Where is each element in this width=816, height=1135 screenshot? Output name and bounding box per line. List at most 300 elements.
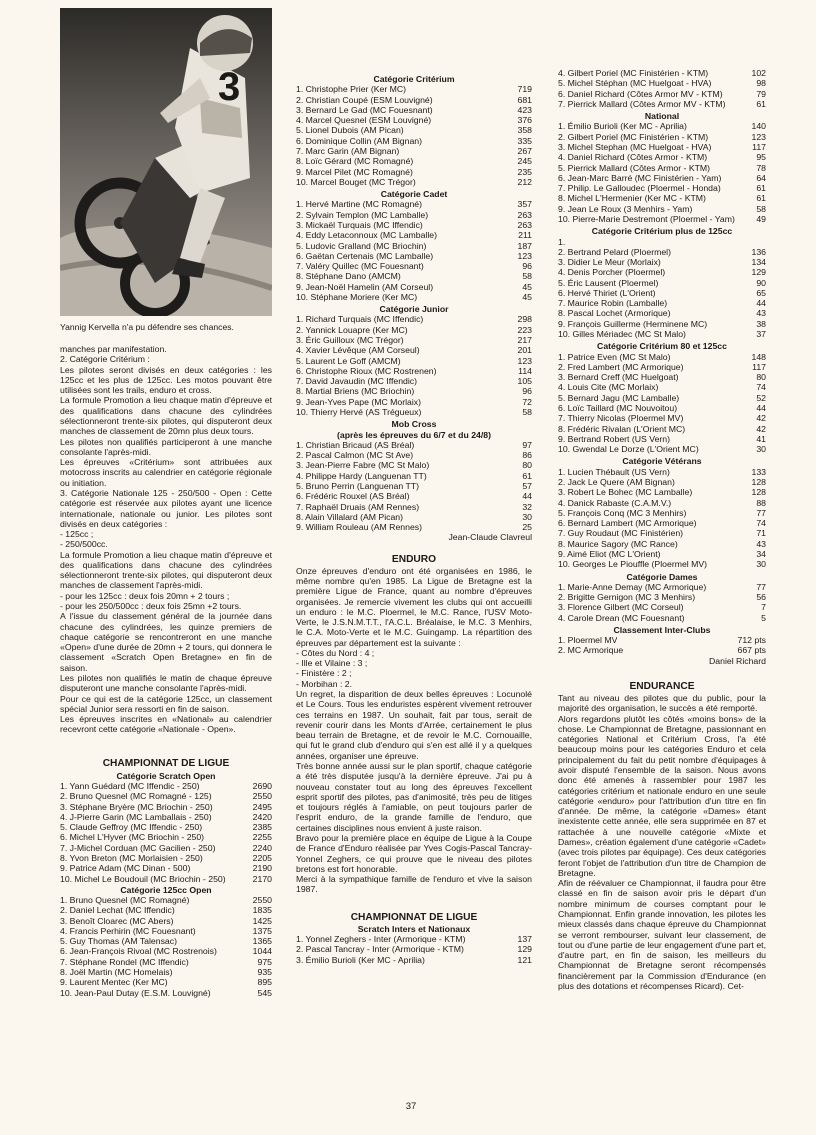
result-points: 5 [761,612,766,623]
result-points: 49 [756,213,766,224]
result-row [558,237,766,247]
result-name: 5. Guy Thomas (AM Talensac) [60,936,178,947]
result-row [558,444,766,454]
result-points: 712 pts [737,635,766,646]
body-paragraph: - Ille et Vilaine : 3 ; [296,658,368,669]
body-paragraph: Bravo pour la première place en équipe de Ligue à la Coupe de France d'Enduro réalisée par Yves Cogis-Pascal Tancray-Yonnel Zeghers, ce qui prouve que le niveau des pilotes bretons est fort honorable. [296,832,532,874]
result-points: 235 [517,166,532,177]
result-points: 358 [517,125,532,136]
result-points: 136 [751,246,766,257]
result-row [60,863,272,873]
result-name: 3. Robert Le Bohec (MC Lamballe) [558,487,693,498]
result-name: 5. Lionel Dubois (AM Pican) [296,125,404,136]
result-name: 10. Marcel Bouget (MC Trégor) [296,176,416,187]
result-name: 1. Yonnel Zeghers - Inter (Armorique - KTM) [296,933,466,944]
result-row [296,440,532,450]
result-name: 3. Benoît Cloarec (MC Abers) [60,915,174,926]
section-title: Classement Inter-Clubs [613,624,711,635]
result-name: 9. Marcel Pilet (MC Romagné) [296,166,413,177]
result-name: 10. Michel Le Boudouil (MC Briochin - 250) [60,873,226,884]
result-points: 1375 [252,925,272,936]
result-points: 2240 [252,842,272,853]
result-row [296,345,532,355]
result-name: 1. Richard Turquais (MC Iffendic) [296,314,424,325]
result-name: 9. Patrice Adam (MC Dinan - 500) [60,863,191,874]
result-name: 4. Philippe Hardy (Languenan TT) [296,470,427,481]
result-name: 1. [558,236,566,247]
result-name: 1. Hervé Martine (MC Romagné) [296,199,423,210]
result-row [296,955,532,965]
result-points: 133 [751,466,766,477]
section-title: Catégorie Cadet [380,189,448,200]
section-title: Catégorie Vétérans [622,456,702,467]
result-row [558,372,766,382]
result-points: 2550 [252,895,272,906]
result-row [296,481,532,491]
result-name: 3. Éric Guilloux (MC Trégor) [296,335,404,346]
result-name: 8. Joël Martin (MC Homelais) [60,967,173,978]
result-row [558,528,766,538]
body-paragraph: - pour les 125cc : deux fois 20mn + 2 tours ; [60,590,230,601]
result-name: 2. Bertrand Pelard (Ploermel) [558,246,671,257]
result-row [558,214,766,224]
result-row [558,89,766,99]
result-name: 5. Bernard Jagu (MC Lamballe) [558,392,680,403]
result-name: 6. Dominique Collin (AM Bignan) [296,135,423,146]
result-name: 2. Gilbert Poriel (MC Finistérien - KTM) [558,131,709,142]
result-points: 376 [517,115,532,126]
body-paragraph: La formule Promotion a lieu chaque matin d'épreuve et des qualifications dans chacune des cylindrées sélectionneront trente-six pilotes, qui disputeront deux manches de classement l'après-midi. [60,549,272,591]
result-points: 102 [751,68,766,78]
result-name: 3. Émilio Burioli (Ker MC - Aprilia) [296,954,425,965]
result-row [558,477,766,487]
result-row [60,916,272,926]
result-points: 58 [522,271,532,282]
photo-caption: Yannig Kervella n'a pu défendre ses chances. [60,322,234,332]
result-name: 5. Laurent Le Goff (AMCM) [296,355,401,366]
body-paragraph: Les épreuves «Critérium» sont attribuées aux motocross inscrits au calendrier en catégorie régionale ou initiation. [60,457,272,488]
result-points: 121 [517,954,532,965]
result-name: 4. Gilbert Poriel (MC Finistérien - KTM) [558,68,709,78]
result-name: 2. MC Armorique [558,645,624,656]
result-row [296,944,532,954]
result-points: 123 [751,131,766,142]
result-name: 2. Brigitte Gernigon (MC 3 Menhirs) [558,592,696,603]
result-points: 37 [756,329,766,340]
result-name: 7. Pierrick Mallard (Côtes Armor MV - KTM) [558,98,726,109]
result-name: 5. François Conq (MC 3 Menhirs) [558,507,687,518]
result-points: 223 [517,324,532,335]
result-row [296,156,532,166]
result-row [60,936,272,946]
result-points: 7 [761,602,766,613]
result-row [60,822,272,832]
result-name: 4. J-Pierre Garin (MC Lamballais - 250) [60,811,212,822]
result-row [558,434,766,444]
result-name: 9. Jean-Noël Hamelin (AM Corseul) [296,281,434,292]
result-row [60,802,272,812]
result-points: 80 [522,460,532,471]
result-name: 1. Yann Guédard (MC Iffendic - 250) [60,780,200,791]
result-points: 2170 [252,873,272,884]
result-row [296,386,532,396]
body-paragraph: - Finistère : 2 ; [296,668,352,679]
result-row [558,247,766,257]
result-name: 6. Loïc Taillard (MC Nouvoitou) [558,403,678,413]
championnat-heading: CHAMPIONNAT DE LIGUE [350,911,478,923]
result-row [558,393,766,403]
body-paragraph: Un regret, la disparition de deux belles épreuves : Locunolé et Le Cours. Tous les enduristes espèrent vivement retrouver ces terrains en 1987. Un souhait, fait par tous, serait de revenir courir dans les Monts d'Arrée, certainement le plus beau terrain de Bretagne, et de revoir le M.C. Cornouaille, qui fut le grand club d'enduro qui s'en est allé il y a quelques années, organiser une épreuve. [296,689,532,761]
result-row [296,115,532,125]
result-name: 9. Aimé Eliot (MC L'Orient) [558,548,661,559]
body-paragraph: Tant au niveau des pilotes que du public, pour la majorité des organisation, le succès a été remporté. [558,693,766,714]
result-points: 211 [518,230,532,241]
result-name: 2. Pascal Calmon (MC St Ave) [296,450,414,461]
section-subtitle: Scratch Inters et Nationaux [357,923,471,934]
result-points: 935 [257,967,272,978]
result-name: 5. Bruno Perrin (Languenan TT) [296,480,419,491]
result-points: 58 [756,203,766,214]
result-points: 79 [756,88,766,99]
result-row [60,905,272,915]
results-right [558,68,766,991]
result-points: 96 [522,261,532,272]
result-row [558,278,766,288]
result-name: 9. Jean-Yves Pape (MC Morlaix) [296,396,422,407]
result-row [558,78,766,88]
page-number: 37 [405,1101,417,1112]
result-name: 4. Louis Cite (MC Morlaix) [558,382,659,393]
result-points: 975 [257,956,272,967]
motocross-photo [60,8,272,316]
result-row [558,173,766,183]
result-name: 7. Raphaël Druais (AM Rennes) [296,501,420,512]
result-points: 64 [756,172,766,183]
result-points: 263 [517,219,532,230]
result-points: 2550 [252,791,272,802]
result-row [60,874,272,884]
result-points: 667 pts [737,645,766,656]
result-points: 2690 [252,780,272,791]
result-points: 96 [522,386,532,397]
result-row [296,230,532,240]
result-name: 3. Didier Le Meur (Morlaix) [558,257,661,268]
section-title: Catégorie Scratch Open [116,770,216,781]
result-name: 4. Daniel Richard (Côtes Armor - KTM) [558,152,708,163]
result-name: 10. Gwendal Le Dorze (L'Orient MC) [558,444,699,455]
result-name: 2. Pascal Tancray - Inter (Armorique - KTM) [296,944,464,955]
body-paragraph: Pour ce qui est de la catégorie 125cc, un classement spécial Junior sera ressorti en fin de saison. [60,693,272,714]
result-name: 8. Maurice Sagory (MC Rance) [558,538,678,549]
result-name: 10. Thierry Hervé (AS Trégueux) [296,407,422,417]
result-points: 72 [522,396,532,407]
result-points: 1365 [252,936,272,947]
result-row [296,241,532,251]
section-title: Catégorie 125cc Open [120,884,212,895]
result-row [558,99,766,109]
result-points: 57 [522,480,532,491]
result-row [558,382,766,392]
result-points: 52 [756,392,766,403]
column-middle [296,0,532,1135]
result-row [296,407,532,417]
result-row [60,843,272,853]
result-name: 7. Philip. Le Galloudec (Ploermel - Honda) [558,183,721,194]
body-paragraph: - 250/500cc. [60,539,108,550]
result-name: 1. Christophe Prier (Ker MC) [296,84,407,95]
result-name: 8. Yvon Breton (MC Morlaisien - 250) [60,852,203,863]
result-row [558,467,766,477]
result-row [60,812,272,822]
result-points: 267 [517,145,532,156]
result-points: 56 [756,592,766,603]
result-points: 140 [751,121,766,132]
result-row [60,967,272,977]
result-points: 90 [756,277,766,288]
result-name: 1. Émilio Burioli (Ker MC - Aprilia) [558,121,687,132]
result-name: 7. Valéry Quillec (MC Fouesnant) [296,261,424,272]
author-signature: Daniel Richard [709,655,766,666]
result-name: 9. Laurent Mentec (Ker MC) [60,977,168,988]
result-row [558,518,766,528]
result-points: 61 [756,98,766,109]
jersey-number: 3 [218,65,241,109]
result-row [296,282,532,292]
section-title: Catégorie Critérium 80 et 125cc [597,341,727,352]
result-points: 1425 [252,915,272,926]
result-name: 8. Alain Villalard (AM Pican) [296,511,404,522]
result-row [60,832,272,842]
result-name: 8. Pascal Lochet (Armorique) [558,308,671,319]
result-name: 10. Georges Le Piouffle (Ploermel MV) [558,559,708,570]
result-row [60,988,272,998]
result-row [60,946,272,956]
result-points: 32 [522,501,532,512]
result-name: 10. Stéphane Moriere (Ker MC) [296,291,418,302]
result-points: 78 [756,162,766,173]
result-row [60,781,272,791]
result-points: 117 [752,361,766,372]
body-paragraph: - pour les 250/500cc : deux fois 25mn +2 tours. [60,601,242,612]
result-points: 357 [517,199,532,210]
result-points: 2385 [252,822,272,833]
result-row [296,397,532,407]
result-row [296,512,532,522]
result-row [558,319,766,329]
result-points: 42 [756,423,766,434]
result-row [296,325,532,335]
result-points: 38 [756,318,766,329]
result-row [60,853,272,863]
body-paragraph: - 125cc ; [60,529,94,540]
body-paragraph: A l'issue du classement général de la journée dans chacune des cylindrées, les quinze premiers de chaque catégorie se rencontreront en une manche «Open» d'une durée de 20mn + 2 tours, qui donnera le classement «Scratch Open Bretagne» en fin de saison. [60,611,272,673]
result-points: 129 [751,267,766,278]
result-points: 2190 [252,863,272,874]
result-points: 114 [518,365,532,376]
body-paragraph: Les épreuves inscrites en «National» au calendrier recevront cette catégorie «Nationale - Open». [60,714,272,735]
result-name: 9. Jean Le Roux (3 Menhirs - Yam) [558,203,693,214]
body-paragraph: - Côtes du Nord : 4 ; [296,647,375,658]
result-name: 6. Christophe Rioux (MC Rostrenen) [296,365,437,376]
result-name: 9. François Guillerme (Herminene MC) [558,318,708,329]
result-row [558,121,766,131]
result-row [558,329,766,339]
result-name: 3. Florence Gilbert (MC Corseul) [558,602,684,613]
result-row [60,957,272,967]
result-name: 3. Jean-Pierre Fabre (MC St Malo) [296,460,430,471]
endurance-heading: ENDURANCE [629,681,695,693]
result-name: 6. Frédéric Rouxel (AS Bréal) [296,491,410,502]
body-paragraph: Très bonne année aussi sur le plan sportif, chaque catégorie a été très disputée jusqu'à la dernière épreuve. J'ai pu à nouveau constater tout au long des épreuves l'excellent esprit sportif des pilotes, pas d'animosité, très peu de litiges et toujours réglés à l'amiable, on peut toujours parler de l'esprit enduro, de la grande famille de l'enduro, que certaines disciplines nous envient à juste raison. [296,761,532,833]
result-name: 9. Bertrand Robert (US Vern) [558,433,671,444]
result-points: 44 [756,403,766,413]
result-row [558,308,766,318]
result-name: 3. Michel Stephan (MC Huelgoat - HVA) [558,141,712,152]
result-points: 41 [756,433,766,444]
result-points: 128 [751,476,766,487]
results-middle [296,72,532,965]
result-row [296,934,532,944]
result-row [296,210,532,220]
result-points: 45 [522,281,532,292]
result-name: 6. Hervé Thiriet (L'Orient) [558,287,656,298]
result-row [558,645,766,655]
body-paragraph: 3. Catégorie Nationale 125 - 250/500 - Open : Cette catégorie est réservée aux pilotes ayant une licence internationale, nationale ou junior. Les pilotes sont divisés en deux catégories : [60,487,272,529]
result-points: 34 [756,548,766,559]
result-points: 1044 [252,946,272,957]
result-points: 2255 [252,832,272,843]
result-name: 1. Bruno Quesnel (MC Romagné) [60,895,190,906]
result-row [60,791,272,801]
result-points: 423 [517,104,532,115]
result-name: 3. Bernard Le Gad (MC Fouesnant) [296,104,433,115]
rider-photo-illustration [60,8,272,316]
result-row [558,204,766,214]
body-paragraph: Les pilotes seront divisés en deux catégories : les 125cc et les plus de 125cc. Les motos pouvant être utilisées sont les trails, enduro et cross. [60,364,272,396]
result-name: 7. Guy Roudaut (MC Finistérien) [558,528,684,539]
result-row [558,193,766,203]
result-name: 4. Carole Drean (MC Fouesnant) [558,612,685,623]
result-points: 71 [756,528,766,539]
result-row [558,602,766,612]
result-row [558,142,766,152]
result-row [558,68,766,78]
result-row [60,926,272,936]
result-points: 30 [756,444,766,455]
result-name: 7. Stéphane Rondel (MC Iffendic) [60,956,189,967]
result-points: 129 [517,944,532,955]
result-row [558,288,766,298]
result-row [558,613,766,623]
result-points: 117 [752,141,766,152]
result-points: 65 [756,287,766,298]
result-row [558,257,766,267]
result-name: 7. David Javaudin (MC Iffendic) [296,376,418,387]
result-points: 298 [517,314,532,325]
result-row [558,413,766,423]
result-points: 98 [756,78,766,89]
column-left [60,0,272,1135]
result-points: 2420 [252,811,272,822]
author-signature: Jean-Claude Clavreul [448,532,532,543]
result-name: 7. Maurice Robin (Lamballe) [558,298,668,309]
result-name: 6. Jean-Marc Barré (MC Finistérien - Yam) [558,172,722,183]
result-name: 8. Stéphane Dano (AMCM) [296,271,401,282]
result-name: 4. Xavier Lévêque (AM Corseul) [296,345,420,356]
result-name: 1. Patrice Even (MC St Malo) [558,351,671,362]
result-row [558,635,766,645]
result-row [296,450,532,460]
result-row [296,314,532,324]
result-name: 4. Danick Rabaste (C.A.M.V.) [558,497,672,508]
result-points: 44 [756,298,766,309]
result-row [296,199,532,209]
result-points: 123 [517,250,532,261]
result-row [558,267,766,277]
column-right [558,0,766,1135]
result-points: 61 [756,183,766,194]
result-points: 88 [756,497,766,508]
result-points: 30 [756,559,766,570]
result-points: 80 [756,372,766,383]
result-name: 8. Loïc Gérard (MC Romagné) [296,156,414,167]
result-row [296,502,532,512]
result-points: 245 [517,156,532,167]
result-points: 44 [522,491,532,502]
result-name: 7. Thierry Nicolas (Ploermel MV) [558,413,684,424]
result-row [296,292,532,302]
result-points: 2205 [252,852,272,863]
result-points: 61 [522,470,532,481]
result-points: 45 [522,291,532,302]
result-points: 105 [517,376,532,387]
body-paragraph: Afin de réévaluer ce Championnat, il faudra pour être classé en fin de saison avoir pris le départ d'un nombre minimum de courses comptant pour le Championnat. Enfin grande innovation, les pilotes les mieux classés dans chaque épreuve du Championnat se verront rembourser, suivant leur classement, de tout ou d'une partie de leur engagement d'une part et, d'autre part, en fin de saison, les meilleurs du Championnat de Bretagne seront récompensés financièrement par la Commission d'Endurance (en plus des dotations et récompenses Ricard). Cet- [558,878,766,991]
result-name: 2. Daniel Lechat (MC Iffendic) [60,905,175,916]
section-title: Mob Cross [391,419,437,430]
result-points: 201 [517,345,532,356]
result-row [296,220,532,230]
result-name: 6. Michel L'Hyver (MC Briochin - 250) [60,832,205,843]
result-row [296,105,532,115]
result-name: 3. Bernard Creff (MC Huelgoat) [558,372,679,383]
result-name: 5. Michel Stéphan (MC Huelgoat - HVA) [558,78,712,89]
result-name: 4. Francis Perhirin (MC Fouesnant) [60,925,196,936]
result-points: 1835 [252,905,272,916]
result-name: 4. Eddy Letaconnoux (MC Lamballe) [296,230,438,241]
result-name: 2. Sylvain Templon (MC Lamballe) [296,209,429,220]
result-row [558,424,766,434]
result-points: 128 [751,487,766,498]
section-subtitle: (après les épreuves du 6/7 et du 24/8) [336,429,492,440]
result-points: 86 [522,450,532,461]
section-title: National [644,111,680,122]
body-paragraph: - Morbihan : 2. [296,678,353,689]
result-row [60,977,272,987]
result-points: 77 [756,507,766,518]
result-name: 9. William Rouleau (AM Rennes) [296,522,423,533]
result-name: 2. Fred Lambert (MC Armorique) [558,361,684,372]
result-row [558,298,766,308]
result-row [296,167,532,177]
result-name: 8. Martial Briens (MC Briochin) [296,386,415,397]
result-row [296,136,532,146]
body-paragraph: Merci à la sympathique famille de l'enduro et vive la saison 1987. [296,874,532,895]
result-points: 212 [517,176,532,187]
result-points: 61 [756,193,766,204]
result-name: 6. Jean-François Rivoal (MC Rostrenois) [60,946,217,957]
result-points: 895 [257,977,272,988]
result-name: 8. Michel L'Hermenier (Ker MC - KTM) [558,193,706,204]
